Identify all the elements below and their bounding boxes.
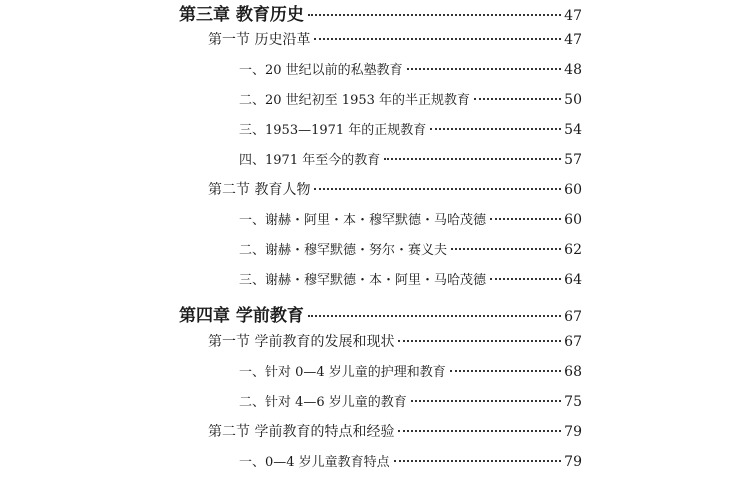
dot-leader: [430, 128, 561, 130]
toc-page-number: 57: [564, 152, 582, 168]
toc-entry-label: 一、针对 0—4 岁儿童的护理和教育: [239, 365, 446, 380]
toc-item-row[interactable]: [239, 119, 582, 138]
toc-section-row[interactable]: [208, 421, 582, 441]
dot-leader: [314, 38, 561, 40]
toc-item-row[interactable]: [239, 149, 582, 168]
toc-entry-label: 第一节 学前教育的发展和现状: [208, 334, 395, 350]
toc-entry-label: 四、1971 年至今的教育: [239, 153, 381, 168]
dot-leader: [450, 370, 561, 372]
toc-item-row[interactable]: [239, 59, 582, 78]
toc-entry-label: 三、谢赫・穆罕默德・本・阿里・马哈茂德: [239, 273, 487, 288]
toc-item-row[interactable]: [239, 391, 582, 410]
toc-page-number: 62: [564, 242, 582, 258]
toc-page-number: 50: [564, 92, 582, 108]
toc-page-number: 79: [564, 454, 582, 470]
toc-entry-label: 二、20 世纪初至 1953 年的半正规教育: [239, 93, 471, 108]
dot-leader: [398, 340, 561, 342]
toc-entry-label: 第二节 学前教育的特点和经验: [208, 424, 395, 440]
toc-item-row[interactable]: [239, 451, 582, 470]
toc-page-number: 54: [564, 122, 582, 138]
dot-leader: [474, 98, 561, 100]
dot-leader: [490, 218, 561, 220]
toc-entry-label: 第四章 学前教育: [179, 306, 304, 326]
dot-leader: [451, 248, 561, 250]
toc-section-row[interactable]: [208, 29, 582, 49]
toc-page-number: 64: [564, 272, 582, 288]
toc-entry-label: 三、1953—1971 年的正规教育: [239, 123, 427, 138]
dot-leader: [398, 430, 561, 432]
dot-leader: [411, 400, 561, 402]
toc-entry-label: 二、谢赫・穆罕默德・努尔・赛义夫: [239, 243, 448, 258]
toc-section-row[interactable]: [208, 179, 582, 199]
dot-leader: [308, 315, 561, 317]
toc-chapter-row[interactable]: [179, 301, 582, 326]
toc-chapter-row[interactable]: [179, 0, 582, 25]
toc-page-number: 60: [564, 182, 582, 198]
dot-leader: [308, 14, 561, 16]
toc-page-number: 47: [564, 8, 582, 24]
dot-leader: [314, 188, 561, 190]
toc-entry-label: 一、谢赫・阿里・本・穆罕默德・马哈茂德: [239, 213, 487, 228]
toc-entry-label: 一、20 世纪以前的私塾教育: [239, 63, 403, 78]
toc-page-number: 79: [564, 424, 582, 440]
toc-item-row[interactable]: [239, 361, 582, 380]
toc-page-number: 68: [564, 364, 582, 380]
toc-page-number: 75: [564, 394, 582, 410]
toc-entry-label: 第二节 教育人物: [208, 182, 311, 198]
toc-page-number: 48: [564, 62, 582, 78]
toc-page-number: 67: [564, 309, 582, 325]
toc-page-number: 60: [564, 212, 582, 228]
toc-entry-label: 一、0—4 岁儿童教育特点: [239, 455, 390, 470]
dot-leader: [384, 158, 561, 160]
toc-entry-label: 二、针对 4—6 岁儿童的教育: [239, 395, 407, 410]
toc-item-row[interactable]: [239, 239, 582, 258]
toc-item-row[interactable]: [239, 89, 582, 108]
dot-leader: [490, 278, 561, 280]
toc-section-row[interactable]: [208, 331, 582, 351]
toc-entry-label: 第三章 教育历史: [179, 5, 304, 25]
toc-page-number: 47: [564, 32, 582, 48]
dot-leader: [394, 460, 561, 462]
toc-page-number: 67: [564, 334, 582, 350]
toc-item-row[interactable]: [239, 209, 582, 228]
toc-item-row[interactable]: [239, 269, 582, 288]
toc-entry-label: 第一节 历史沿革: [208, 32, 311, 48]
dot-leader: [407, 68, 561, 70]
